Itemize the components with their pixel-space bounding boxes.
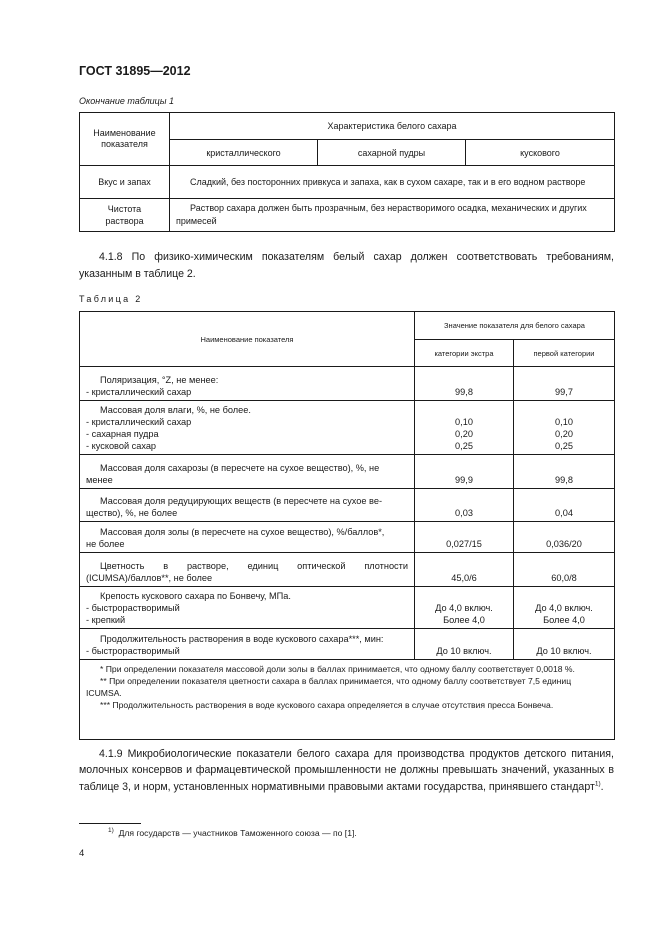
row-line: - кусковой сахар	[86, 441, 157, 451]
table2-row-name	[80, 367, 415, 401]
table2-notes	[80, 660, 615, 740]
value: До 10 включ.	[436, 646, 492, 656]
table2-extra-value	[415, 587, 514, 629]
footnote-ref: 1)	[594, 780, 601, 788]
standard-header: ГОСТ 31895—2012	[79, 64, 191, 78]
table2-caption: Таблица 2	[79, 294, 143, 304]
value: 0,25	[455, 441, 473, 451]
row-line: Продолжительность растворения в воде кускового сахара***, мин:	[100, 634, 384, 644]
table2-row-name	[80, 455, 415, 489]
value: Более 4,0	[443, 615, 485, 625]
value: До 4,0 включ.	[535, 603, 593, 613]
row-line: Массовая доля золы (в пересчете на сухое вещество), %/баллов*,	[100, 527, 385, 537]
table2-first-value	[514, 522, 615, 553]
table-row	[80, 401, 615, 455]
table2-extra-value	[415, 489, 514, 522]
value: 99,9	[455, 475, 473, 485]
table2-first-value	[514, 367, 615, 401]
table2-row-name	[80, 553, 415, 587]
row-line: щество), %, не более	[86, 508, 178, 518]
table1-subhead: кускового	[466, 140, 615, 166]
table-row	[80, 455, 615, 489]
value: 0,10	[455, 417, 473, 427]
table-row	[80, 166, 615, 199]
value: 0,03	[455, 508, 473, 518]
value: До 4,0 включ.	[435, 603, 493, 613]
table2-extra-value	[415, 455, 514, 489]
table1-row-name: Вкус и запах	[80, 166, 170, 199]
table2	[79, 311, 615, 740]
value: 99,8	[455, 387, 473, 397]
page-number: 4	[79, 848, 85, 859]
row-line: - крепкий	[86, 615, 126, 625]
table1-subhead: кристаллического	[170, 140, 318, 166]
row-line: (ICUMSA)/баллов**, не более	[86, 573, 213, 583]
table2-row-name	[80, 629, 415, 660]
table1	[79, 112, 615, 232]
table2-first-value	[514, 455, 615, 489]
value: 45,0/6	[451, 573, 477, 583]
table2-extra-value	[415, 629, 514, 660]
footnote	[108, 828, 357, 838]
row-line: Массовая доля влаги, %, не более.	[100, 405, 251, 415]
paragraph-4-1-9-text: 4.1.9 Микробиологические показатели белого сахара для производства продуктов детского питания, молочных консервов и фармацевтической промышленности не должны превышать значений, указанных в таблице 3, и норм, установленных нормативными правовыми актами государства, принявшего стандарт	[79, 748, 614, 793]
value: 0,20	[555, 429, 573, 439]
table2-extra-value	[415, 553, 514, 587]
table-row	[80, 629, 615, 660]
row-line: - кристаллический сахар	[86, 387, 192, 397]
table2-row-name	[80, 522, 415, 553]
paragraph-4-1-8: 4.1.8 По физико-химическим показателям белый сахар должен соответствовать требованиям, указанным в таблице 2.	[79, 251, 614, 280]
table2-first-value	[514, 553, 615, 587]
row-line: не более	[86, 539, 125, 549]
row-line: Поляризация, °Z, не менее:	[100, 375, 219, 385]
table2-row-name	[80, 401, 415, 455]
table2-row-name	[80, 587, 415, 629]
table2-group-head: Значение показателя для белого сахара	[415, 312, 615, 340]
table-row	[80, 489, 615, 522]
table2-first-value	[514, 629, 615, 660]
value: 0,036/20	[546, 539, 582, 549]
row-line: - сахарная пудра	[86, 429, 159, 439]
row-line: Массовая доля сахарозы (в пересчете на сухое вещество), %, не	[100, 463, 380, 473]
footnote-mark: 1)	[108, 827, 114, 835]
value: Более 4,0	[543, 615, 585, 625]
paragraph-4-1-9: 4.1.9 Микробиологические показатели белого сахара для производства продуктов детского питания, молочных консервов и фармацевтической промышленности не должны превышать значений, указанных в таблице 3, и норм, установленных нормативными правовыми актами государства, принявшего стандарт$^{1)}$.	[79, 748, 614, 793]
table-row	[80, 367, 615, 401]
row-line: Цветность в растворе, единиц оптической плотности	[100, 561, 408, 571]
row-line: Массовая доля редуцирующих веществ (в пересчете на сухое ве-	[100, 496, 382, 506]
table2-note: *** Продолжительность растворения в воде кускового сахара определяется в случае отсутствия пресса Бонвеча.	[100, 700, 554, 710]
table2-row-name	[80, 489, 415, 522]
value: 99,7	[555, 387, 573, 397]
table1-subhead: сахарной пудры	[318, 140, 466, 166]
table2-col-head: Наименование показателя	[80, 312, 415, 367]
row-line: - кристаллический сахар	[86, 417, 192, 427]
row-line: - быстрорастворимый	[86, 646, 180, 656]
table2-extra-value	[415, 367, 514, 401]
table2-notes-row	[80, 660, 615, 740]
table1-caption: Окончание таблицы 1	[79, 96, 174, 106]
footnote-text: Для государств — участников Таможенного союза — по [1].	[118, 828, 357, 838]
table1-group-head: Характеристика белого сахара	[170, 113, 615, 140]
table-row	[80, 199, 615, 232]
table1-row-text: Сладкий, без посторонних привкуса и запаха, как в сухом сахаре, так и в его водном растворе	[170, 166, 615, 199]
table2-subhead: категории экстра	[415, 340, 514, 367]
table-row	[80, 587, 615, 629]
row-line: менее	[86, 475, 113, 485]
row-line: Крепость кускового сахара по Бонвечу, МПа.	[100, 591, 291, 601]
table2-extra-value	[415, 401, 514, 455]
table-row	[80, 553, 615, 587]
value: 0,20	[455, 429, 473, 439]
table1-row-name: Чистота раствора	[80, 199, 170, 232]
table2-first-value	[514, 587, 615, 629]
table2-subhead: первой категории	[514, 340, 615, 367]
value: 0,04	[555, 508, 573, 518]
table2-first-value	[514, 401, 615, 455]
value: 99,8	[555, 475, 573, 485]
table2-first-value	[514, 489, 615, 522]
value: До 10 включ.	[536, 646, 592, 656]
value: 60,0/8	[551, 573, 577, 583]
table2-extra-value	[415, 522, 514, 553]
value: 0,25	[555, 441, 573, 451]
row-line: - быстрорастворимый	[86, 603, 180, 613]
table1-col-head: Наименование показателя	[80, 113, 170, 166]
table2-note: ** При определении показателя цветности сахара в баллах принимается, что одному баллу соответствует 7,5 единиц ICUMSA.	[86, 676, 572, 698]
value: 0,027/15	[446, 539, 482, 549]
footnote-divider	[79, 823, 141, 824]
value: 0,10	[555, 417, 573, 427]
table-row	[80, 522, 615, 553]
table1-row-text: Раствор сахара должен быть прозрачным, без нерастворимого осадка, механических и других примесей	[170, 199, 615, 232]
table2-note: * При определении показателя массовой доли золы в баллах принимается, что одному баллу соответствует 0,0018 %.	[100, 664, 575, 674]
